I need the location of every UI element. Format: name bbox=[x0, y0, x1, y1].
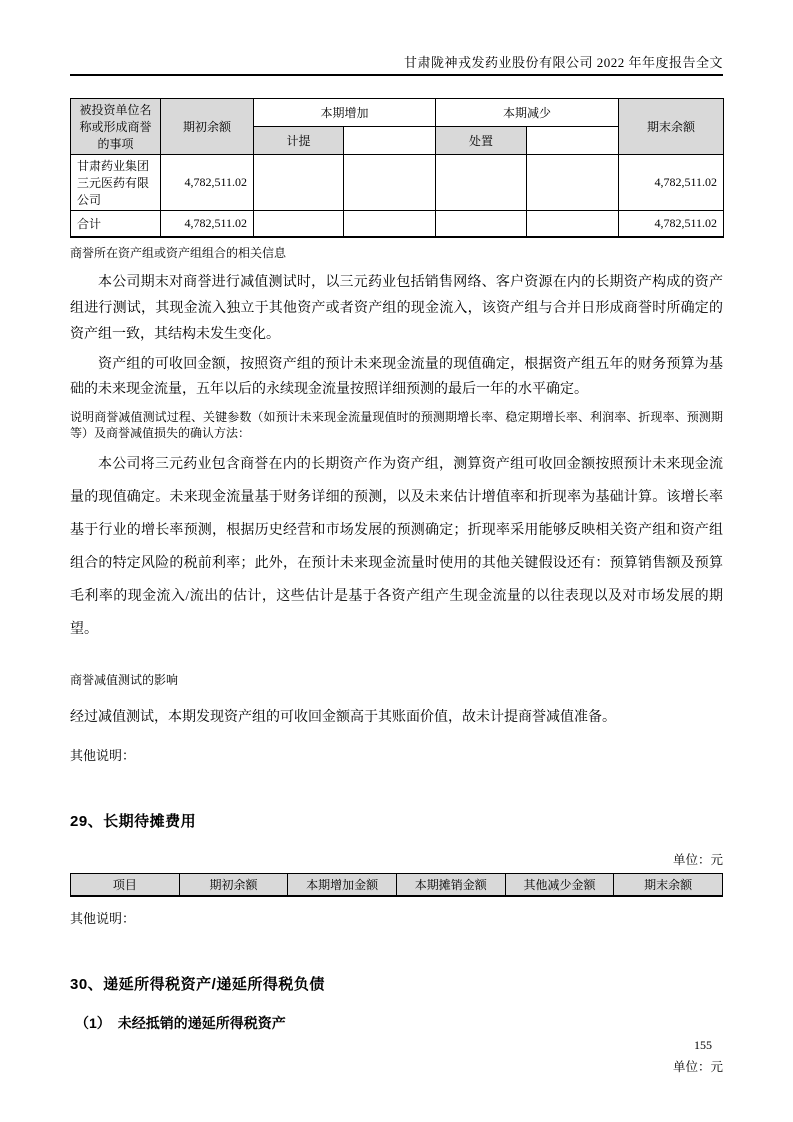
cell-increase-other bbox=[344, 155, 436, 211]
section-29-heading: 29、长期待摊费用 bbox=[70, 812, 197, 830]
cell-decrease-other bbox=[527, 155, 619, 211]
col-header-increase: 本期增加金额 bbox=[288, 873, 397, 896]
col-header-increase-group: 本期增加 bbox=[254, 99, 436, 127]
goodwill-test-paragraph-3: 本公司将三元药业包含商誉在内的长期资产作为资产组，测算资产组可收回金额按照预计未来现金流量的现值确定。未来现金流量基于财务详细的预测，以及未来估计增值率和折现率为基础计算。该增长率基于行业的增长率预测，根据历史经营和市场发展的预测确定；折现率采用能够反映相关资产组和资产组组合的特定风险的税前利率；此外，在预计未来现金流量时使用的其他关键假设还有：预算销售额及预算毛利率的现金流入/流出的估计，这些估计是基于各资产组产生现金流量的以往表现以及对市场发展的期望。 bbox=[70, 456, 723, 637]
cell-total-provision bbox=[254, 211, 344, 237]
cell-total-closing: 4,782,511.02 bbox=[619, 211, 724, 237]
cell-investee-name: 甘肃药业集团三元医药有限公司 bbox=[71, 155, 161, 211]
cell-opening-balance: 4,782,511.02 bbox=[161, 155, 254, 211]
cell-total-decrease-other bbox=[527, 211, 619, 237]
col-header-decrease-group: 本期减少 bbox=[436, 99, 619, 127]
col-header-investee-name: 被投资单位名称或形成商誉的事项 bbox=[71, 99, 161, 155]
section-30-sub-heading: （1） 未经抵销的递延所得税资产 bbox=[75, 1014, 286, 1031]
impairment-method-label: 说明商誉减值测试过程、关键参数（如预计未来现金流量现值时的预测期增长率、稳定期增长率、利润率、折现率、预测期等）及商誉减值损失的确认方法： bbox=[70, 409, 723, 440]
goodwill-table bbox=[70, 98, 724, 238]
col-header-amortization: 本期摊销金额 bbox=[396, 873, 505, 896]
col-header-disposal: 处置 bbox=[436, 127, 527, 155]
col-header-decrease-blank bbox=[527, 127, 619, 155]
goodwill-table-header-row-1 bbox=[71, 99, 724, 127]
long-term-deferred-expenses-table bbox=[70, 873, 723, 897]
page-content bbox=[70, 0, 723, 1075]
deferred-expenses-header-row bbox=[71, 873, 723, 896]
goodwill-test-paragraph-1: 本公司期末对商誉进行减值测试时，以三元药业包括销售网络、客户资源在内的长期资产构成的资产组进行测试，其现金流入独立于其他资产或者资产组的现金流入，该资产组与合并日形成商誉时所确定的资产组一致，其结构未发生变化。 bbox=[70, 274, 723, 342]
col-header-provision: 计提 bbox=[254, 127, 344, 155]
other-note-label-1: 其他说明： bbox=[70, 747, 136, 763]
section-30-heading: 30、递延所得税资产/递延所得税负债 bbox=[70, 975, 325, 993]
col-header-opening-balance: 期初余额 bbox=[161, 99, 254, 155]
col-header-item: 项目 bbox=[71, 873, 180, 896]
col-header-increase-blank bbox=[344, 127, 436, 155]
col-header-opening: 期初余额 bbox=[179, 873, 288, 896]
goodwill-test-paragraph-2: 资产组的可收回金额，按照资产组的预计未来现金流量的现值确定，根据资产组五年的财务预算为基础的未来现金流量，五年以后的永续现金流量按照详细预测的最后一年的水平确定。 bbox=[70, 356, 723, 397]
goodwill-table-row-total bbox=[71, 211, 724, 237]
page-number: 155 bbox=[694, 1038, 712, 1052]
impairment-impact-label: 商誉减值测试的影响 bbox=[70, 672, 179, 687]
unit-label-1: 单位：元 bbox=[672, 852, 723, 867]
other-note-label-2: 其他说明： bbox=[70, 910, 136, 926]
col-header-other-decrease: 其他减少金额 bbox=[505, 873, 614, 896]
cell-total-label: 合计 bbox=[71, 211, 161, 237]
impairment-impact-text: 经过减值测试，本期发现资产组的可收回金额高于其账面价值，故未计提商誉减值准备。 bbox=[70, 709, 616, 725]
cell-total-increase-other bbox=[344, 211, 436, 237]
cell-provision bbox=[254, 155, 344, 211]
cell-total-disposal bbox=[436, 211, 527, 237]
cell-closing-balance: 4,782,511.02 bbox=[619, 155, 724, 211]
cell-disposal bbox=[436, 155, 527, 211]
unit-label-2: 单位：元 bbox=[672, 1059, 723, 1074]
col-header-closing-balance: 期末余额 bbox=[619, 99, 724, 155]
asset-group-info-label: 商誉所在资产组或资产组组合的相关信息 bbox=[70, 245, 287, 260]
goodwill-table-row-sanyuan bbox=[71, 155, 724, 211]
col-header-closing: 期末余额 bbox=[614, 873, 723, 896]
report-header: 甘肃陇神戎发药业股份有限公司 2022 年年度报告全文 bbox=[70, 0, 723, 76]
cell-total-opening: 4,782,511.02 bbox=[161, 211, 254, 237]
